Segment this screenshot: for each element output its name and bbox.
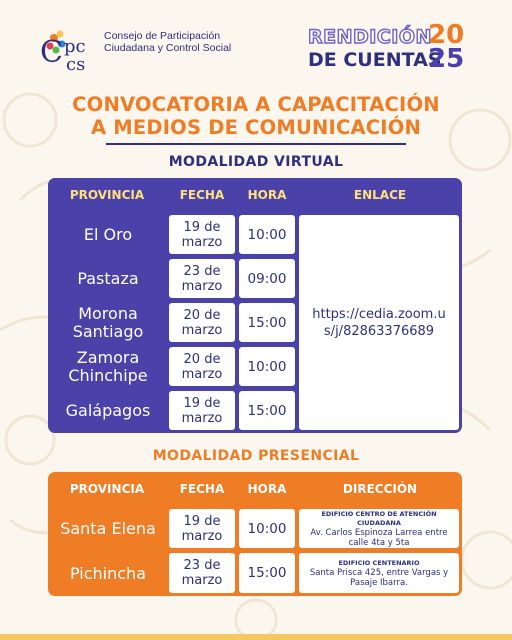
header-provincia: PROVINCIA bbox=[69, 482, 145, 496]
fecha-day: 20 de bbox=[183, 307, 221, 323]
page-title bbox=[0, 93, 512, 139]
table-row-provincia bbox=[50, 214, 166, 255]
direccion-body: Av. Carlos Espinoza Larrea entre calle 4ta y 5ta bbox=[310, 527, 448, 548]
badge-line-2: DE CUENTAS bbox=[308, 49, 442, 71]
fecha-day: 19 de bbox=[183, 395, 221, 411]
fecha-day: 20 de bbox=[183, 351, 221, 367]
fecha-month: marzo bbox=[181, 528, 223, 544]
cpccs-logo bbox=[40, 22, 102, 74]
table-row-fecha bbox=[168, 508, 236, 549]
header-hora: HORA bbox=[247, 482, 287, 496]
provincia-label: Santa Elena bbox=[60, 519, 156, 538]
header-hora: HORA bbox=[247, 188, 287, 202]
header-fecha: FECHA bbox=[179, 482, 225, 496]
fecha-month: marzo bbox=[181, 322, 223, 338]
table-row-hora: 15:00 bbox=[238, 552, 296, 594]
table-row-provincia bbox=[50, 552, 166, 594]
provincia-label: Galápagos bbox=[65, 400, 151, 420]
direccion-title: EDIFICIO CENTRO DE ATENCIÓN CIUDADANA bbox=[321, 509, 437, 527]
header-enlace: ENLACE bbox=[353, 188, 407, 202]
header-direccion: DIRECCIÓN bbox=[342, 482, 418, 496]
presencial-table bbox=[48, 472, 462, 596]
provincia-line-2: Santiago bbox=[72, 321, 144, 341]
fecha-day: 19 de bbox=[183, 219, 221, 235]
header-fecha: FECHA bbox=[179, 188, 225, 202]
svg-text:pc: pc bbox=[64, 36, 86, 57]
provincia-line-1: Zamora bbox=[76, 347, 140, 367]
header-provincia: PROVINCIA bbox=[69, 188, 145, 202]
header bbox=[0, 0, 512, 86]
table-row-fecha bbox=[168, 302, 236, 343]
title-line-2: A MEDIOS DE COMUNICACIÓN bbox=[90, 116, 422, 139]
title-divider bbox=[106, 143, 406, 145]
table-row-hora: 09:00 bbox=[238, 258, 296, 299]
fecha-month: marzo bbox=[181, 410, 223, 426]
fecha-month: marzo bbox=[181, 366, 223, 382]
provincia-line-2: Chinchipe bbox=[68, 365, 148, 385]
fecha-month: marzo bbox=[181, 573, 223, 588]
table-row-hora: 10:00 bbox=[238, 346, 296, 387]
table-row-provincia bbox=[50, 346, 166, 387]
virtual-section-title: MODALIDAD VIRTUAL bbox=[168, 154, 344, 170]
table-row-direccion bbox=[298, 508, 460, 549]
fecha-month: marzo bbox=[181, 234, 223, 250]
provincia-label: El Oro bbox=[83, 224, 133, 244]
org-line-2: Ciudadana y Control Social bbox=[104, 42, 232, 54]
virtual-table bbox=[48, 178, 462, 433]
zoom-link[interactable]: https://cedia.zoom.us/j/82863376689 bbox=[298, 214, 460, 431]
badge-year-top: 20 bbox=[428, 20, 465, 50]
table-row-fecha bbox=[168, 390, 236, 431]
badge-line-1: RENDICIÓN bbox=[308, 26, 432, 48]
provincia-label: Pastaza bbox=[77, 268, 139, 288]
fecha-day: 19 de bbox=[183, 513, 221, 529]
direccion-body: Santa Prisca 425, entre Vargas y Pasaje Ibarra. bbox=[309, 567, 449, 588]
direccion-title: EDIFICIO CENTENARIO bbox=[338, 558, 420, 567]
svg-text:C: C bbox=[40, 35, 63, 70]
table-row-provincia bbox=[50, 508, 166, 549]
table-row-fecha bbox=[168, 552, 236, 594]
organization-name bbox=[104, 30, 231, 54]
provincia-label: Pichincha bbox=[69, 563, 146, 583]
title-line-1: CONVOCATORIA A CAPACITACIÓN bbox=[72, 93, 440, 116]
fecha-month: marzo bbox=[181, 278, 223, 294]
presencial-section-title: MODALIDAD PRESENCIAL bbox=[152, 448, 360, 464]
table-row-provincia bbox=[50, 390, 166, 431]
provincia-line-1: Morona bbox=[78, 303, 138, 323]
table-row-fecha bbox=[168, 258, 236, 299]
table-row-fecha bbox=[168, 214, 236, 255]
table-row-hora: 15:00 bbox=[238, 302, 296, 343]
table-row-hora: 10:00 bbox=[238, 214, 296, 255]
svg-text:cs: cs bbox=[66, 54, 86, 74]
rendicion-badge bbox=[308, 20, 472, 76]
table-row-hora: 15:00 bbox=[238, 390, 296, 431]
table-row-hora: 10:00 bbox=[238, 508, 296, 549]
table-row-direccion bbox=[298, 552, 460, 594]
table-row-provincia bbox=[50, 302, 166, 343]
table-row-provincia bbox=[50, 258, 166, 299]
fecha-day: 23 de bbox=[183, 263, 221, 279]
fecha-day: 23 de bbox=[183, 558, 221, 573]
org-line-1: Consejo de Participación bbox=[104, 30, 221, 42]
bottom-accent-bar bbox=[0, 634, 512, 640]
table-row-fecha bbox=[168, 346, 236, 387]
badge-year-bottom: 25 bbox=[428, 44, 465, 74]
